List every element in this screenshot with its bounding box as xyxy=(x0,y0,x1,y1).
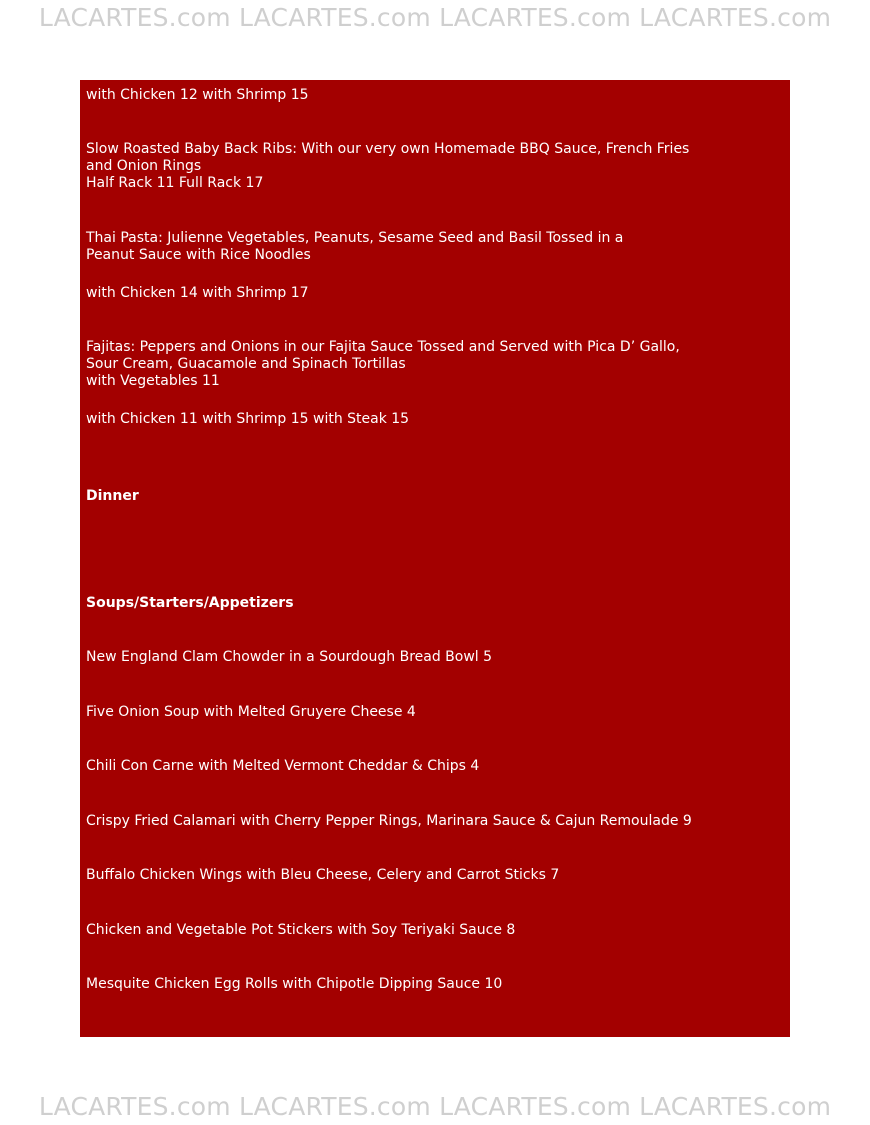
menu-line: Mesquite Chicken Egg Rolls with Chipotle Dipping Sauce 10 xyxy=(86,976,503,992)
menu-line: Thai Pasta: Julienne Vegetables, Peanuts, Sesame Seed and Basil Tossed in a xyxy=(86,230,624,246)
menu-line: New England Clam Chowder in a Sourdough Bread Bowl 5 xyxy=(86,649,493,665)
section-heading-dinner: Dinner xyxy=(86,488,139,504)
menu-line: Chili Con Carne with Melted Vermont Cheddar & Chips 4 xyxy=(86,758,480,774)
menu-line: Crispy Fried Calamari with Cherry Pepper Rings, Marinara Sauce & Cajun Remoulade 9 xyxy=(86,813,692,829)
menu-line: and Onion Rings xyxy=(86,158,202,174)
menu-line: Fajitas: Peppers and Onions in our Fajita Sauce Tossed and Served with Pica D’ Gallo, xyxy=(86,339,680,355)
menu-line: Buffalo Chicken Wings with Bleu Cheese, Celery and Carrot Sticks 7 xyxy=(86,867,560,883)
watermark-bottom: LACARTES.com LACARTES.com LACARTES.com LACARTES.com xyxy=(38,1092,832,1121)
menu-line: with Vegetables 11 xyxy=(86,373,220,389)
watermark-top: LACARTES.com LACARTES.com LACARTES.com LACARTES.com xyxy=(38,3,832,32)
menu-line: with Chicken 11 with Shrimp 15 with Steak 15 xyxy=(86,411,410,427)
menu-line: Slow Roasted Baby Back Ribs: With our very own Homemade BBQ Sauce, French Fries xyxy=(86,141,690,157)
menu-line: Sour Cream, Guacamole and Spinach Tortillas xyxy=(86,356,406,372)
menu-line: with Chicken 14 with Shrimp 17 xyxy=(86,285,309,301)
section-heading-soups: Soups/Starters/Appetizers xyxy=(86,595,294,611)
menu-line: Half Rack 11 Full Rack 17 xyxy=(86,175,264,191)
menu-line: Chicken and Vegetable Pot Stickers with Soy Teriyaki Sauce 8 xyxy=(86,922,516,938)
menu-line: Peanut Sauce with Rice Noodles xyxy=(86,247,311,263)
menu-line: Five Onion Soup with Melted Gruyere Cheese 4 xyxy=(86,704,416,720)
menu-line: with Chicken 12 with Shrimp 15 xyxy=(86,87,309,103)
menu-panel xyxy=(80,80,790,1037)
